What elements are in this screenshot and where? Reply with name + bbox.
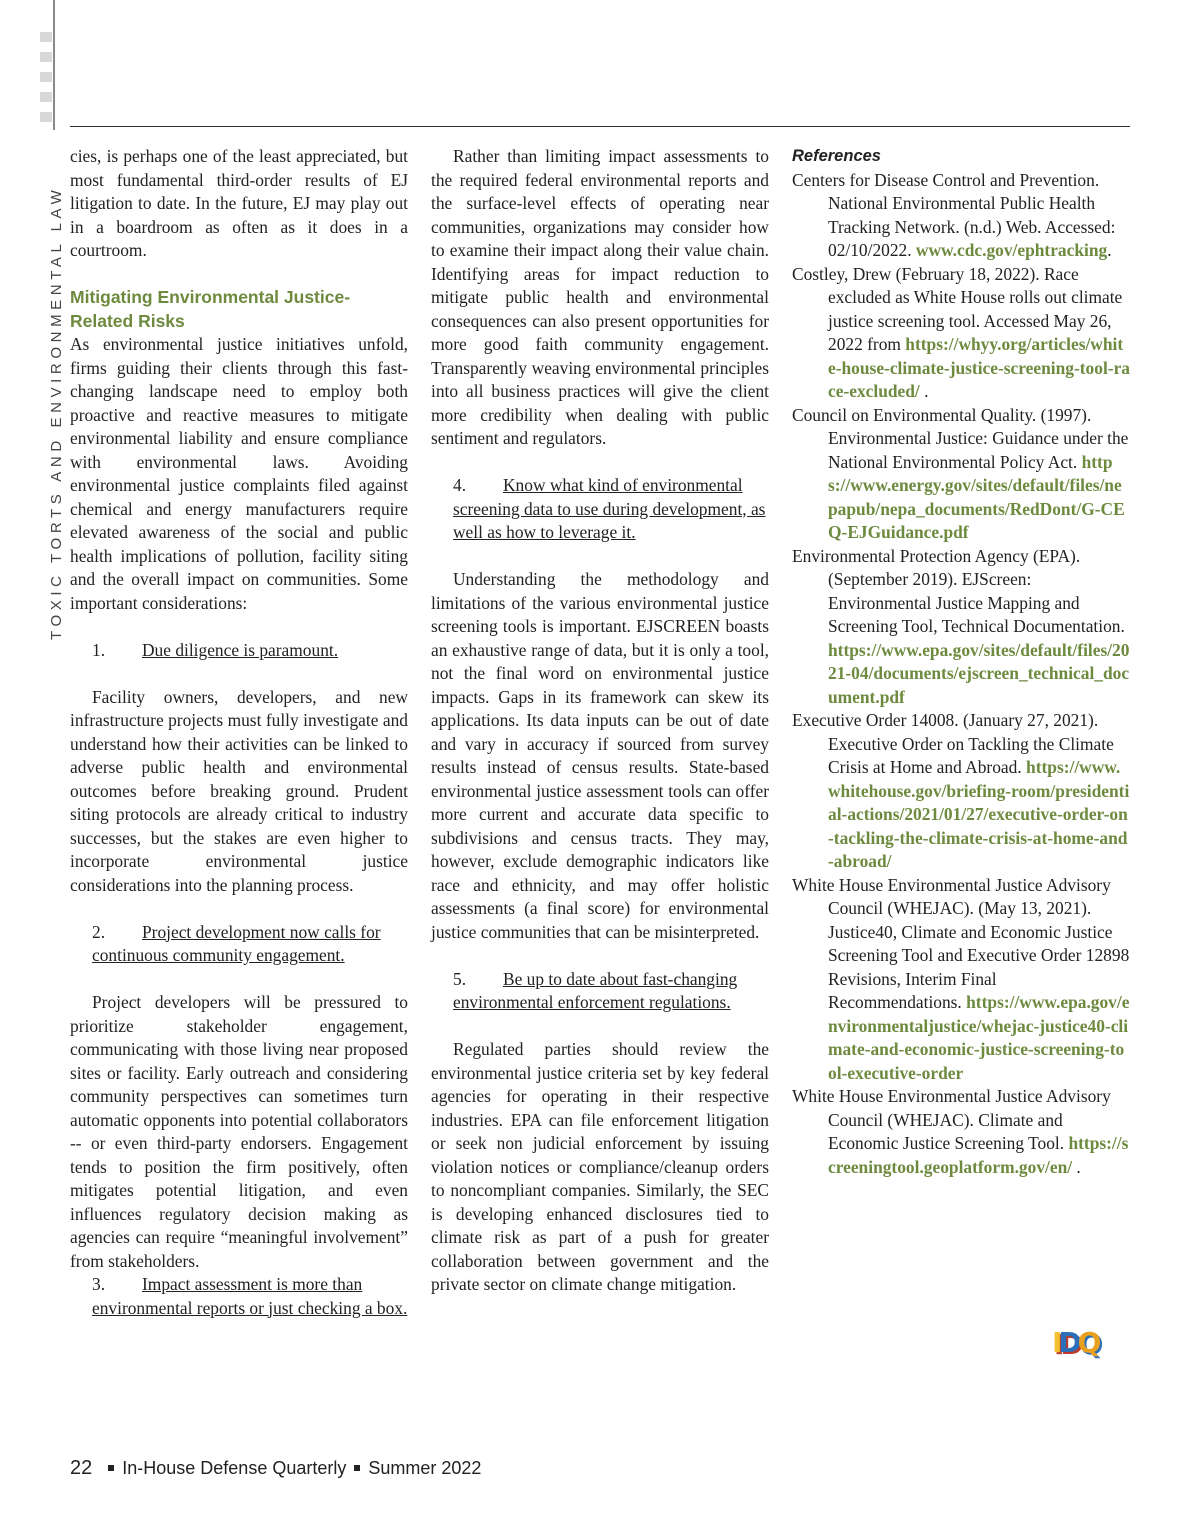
side-decoration — [38, 0, 56, 130]
reference-item — [792, 263, 1130, 404]
list-item-3 — [70, 1273, 408, 1320]
issue-name: Summer 2022 — [368, 1458, 482, 1478]
paragraph-rather: Rather than limiting impact assessments to the required federal environmental reports and the surface-level effects of operating near communities, organizations may consider how to examine their impact along their value chain. Identifying areas for impact reduction to mitigate public health and environmental consequences can also present opportunities for more good faith community engagement. Transparently weaving environmental principles into all business practices will give the client more credibility when dealing with public sentiment and regulators. — [431, 146, 769, 448]
paragraph-understanding: Understanding the methodology and limitations of the various environmental justice screening tools is important. EJSCREEN boasts an exhaustive range of data, but it is only a tool, not the final word on environmental justice impacts. Gaps in its framework can skew its applications. Its data inputs can be out of date and vary in accuracy if sourced from survey results instead of census results. State-based environmental justice assessment tools can offer more current and accurate data specific to subdivisions and census tracts. They may, however, exclude demographic indicators like race and ethnicity, and may offer holistic assessments (a final score) for environmental justice communities that can be misinterpreted. — [431, 569, 769, 942]
reference-text: Executive Order 14008. (January 27, 2021). Executive Order on Tackling the Climate Crisis at Home and Abroad. — [792, 710, 1114, 777]
reference-link[interactable]: https://screeningtool.geoplatform.gov/en/ — [828, 1133, 1129, 1177]
list-item-2 — [70, 921, 408, 968]
references-column — [792, 145, 1130, 1179]
paragraph-regulated: Regulated parties should review the environmental justice criteria set by key federal agencies for operating in their respective industries. EPA can file enforcement litigation or seek non judicial enforcement by issuing violation notices or compliance/cleanup orders to noncompliant companies. Similarly, the SEC is developing enhanced disclosures tied to climate risk as part of a push for greater collaboration between government and the private sector on climate change mitigation. — [431, 1039, 769, 1294]
column-2 — [431, 145, 769, 1297]
references-list — [792, 169, 1130, 1180]
list-number: 1. — [92, 639, 106, 660]
list-number: 3. — [92, 1274, 106, 1294]
paragraph-facility: Facility owners, developers, and new infrastructure projects must fully investigate and understand how their activities can be linked to adverse public health and environmental outcomes before breaking ground. Prudent siting protocols are already critical to industry successes, but the stakes are even higher to incorporate environmental justice considerations into the planning process. — [70, 686, 408, 895]
list-item-text: Impact assessment is more than environmental reports or just checking a box. — [92, 1274, 408, 1318]
reference-text: Costley, Drew (February 18, 2022). Race excluded as White House rolls out climate justice screening tool. Accessed May 26, 2022 from — [792, 263, 1123, 354]
reference-link[interactable]: https://www.energy.gov/sites/default/files/nepapub/nepa_documents/RedDont/G-CEQ-EJGuidance.pdf — [828, 451, 1125, 542]
section-heading: Mitigating Environmental Justice-Related Risks — [70, 287, 351, 331]
paragraph-project: Project developers will be pressured to prioritize stakeholder engagement, communicating with those living near proposed sites or facility. Early outreach and considering community perspectives can sometimes turn automatic opponents into potential collaborators -- or even third-party endorsers. Engagement tends to position the firm positively, often mitigates potential litigation, and even influences regulatory decision making as agencies can require “meaningful involvement” from stakeholders. — [70, 992, 408, 1271]
publication-name: In-House Defense Quarterly — [122, 1458, 347, 1478]
bullet-square-icon — [354, 1465, 360, 1471]
reference-text: Council on Environmental Quality. (1997). Environmental Justice: Guidance under the National Environmental Policy Act. — [792, 404, 1129, 472]
list-item-5 — [431, 968, 769, 1015]
idq-logo: IDQ — [1052, 1326, 1098, 1359]
reference-link[interactable]: https://whyy.org/articles/white-house-climate-justice-screening-tool-race-excluded/ — [828, 334, 1130, 401]
reference-suffix: . — [919, 381, 929, 401]
list-item-text: Project development now calls for continuous community engagement. — [92, 921, 381, 965]
reference-item — [792, 709, 1130, 874]
reference-text: Centers for Disease Control and Prevention. National Environmental Public Health Tracking Network. (n.d.) Web. Accessed: 02/10/2022. — [792, 169, 1116, 260]
reference-link[interactable]: https://www.epa.gov/environmentaljustice/whejac-justice40-climate-and-economic-justice-screening-tool-executive-order — [828, 992, 1130, 1083]
section-tag: TOXIC TORTS AND ENVIRONMENTAL LAW — [48, 185, 65, 640]
list-item-text: Due diligence is paramount. — [142, 639, 339, 660]
reference-item — [792, 404, 1130, 545]
page-number: 22 — [70, 1457, 93, 1479]
paragraph-intro: cies, is perhaps one of the least appreciated, but most fundamental third-order results of EJ litigation to date. In the future, EJ may play out in a boardroom as often as it does in a courtroom. — [70, 146, 408, 260]
list-number: 2. — [92, 921, 106, 942]
bullet-square-icon — [108, 1465, 114, 1471]
reference-item — [792, 1085, 1130, 1179]
page-footer — [70, 1457, 481, 1480]
reference-suffix: . — [1072, 1156, 1081, 1177]
reference-link[interactable]: https://www.whitehouse.gov/briefing-room/presidential-actions/2021/01/27/executive-order-on-tackling-the-climate-crisis-at-home-and-abroad/ — [828, 757, 1130, 871]
reference-text: Environmental Protection Agency (EPA). (September 2019). EJScreen: Environmental Justice Mapping and Screening Tool, Technical Documentation. — [792, 545, 1125, 636]
list-number: 4. — [453, 475, 467, 495]
list-item-1 — [70, 639, 408, 663]
reference-item — [792, 545, 1130, 710]
list-number: 5. — [453, 968, 467, 989]
reference-item — [792, 169, 1130, 263]
reference-link[interactable]: www.cdc.gov/ephtracking — [915, 240, 1108, 260]
top-rule — [70, 126, 1130, 127]
list-item-text: Know what kind of environmental screening data to use during development, as well as how to leverage it. — [453, 475, 766, 542]
references-title: References — [792, 147, 881, 165]
reference-item — [792, 874, 1130, 1086]
reference-text: White House Environmental Justice Advisory Council (WHEJAC). Climate and Economic Justice Screening Tool. — [792, 1086, 1111, 1153]
reference-text: White House Environmental Justice Advisory Council (WHEJAC). (May 13, 2021). Justice40, Climate and Economic Justice Screening Tool and Executive Order 12898 Revisions, Interim Final Recommendations. — [792, 874, 1130, 1012]
list-item-text: Be up to date about fast-changing environmental enforcement regulations. — [453, 968, 738, 1012]
reference-suffix: . — [1107, 240, 1112, 260]
reference-link[interactable]: https://www.epa.gov/sites/default/files/2021-04/documents/ejscreen_technical_document.pdf — [828, 639, 1130, 707]
column-1 — [70, 145, 408, 1320]
list-item-4 — [431, 474, 769, 545]
paragraph-unfold: As environmental justice initiatives unfold, firms guiding their clients through this fast-changing landscape need to employ both proactive and reactive measures to mitigate environmental liability and ensure compliance with environmental laws. Avoiding environmental justice complaints filed against chemical and energy manufacturers require elevated awareness of the social and public health implications of pollution, facility siting and the overall impact on communities. Some important considerations: — [70, 334, 408, 613]
